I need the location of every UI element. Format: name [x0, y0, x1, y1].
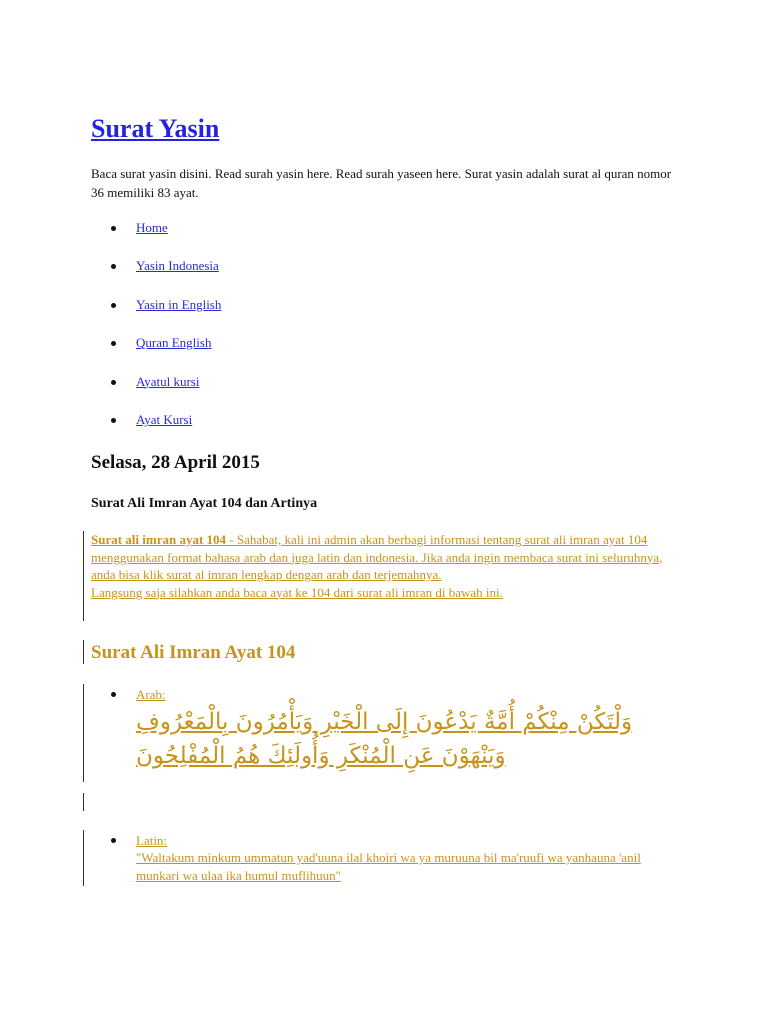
bullet-icon — [111, 303, 116, 308]
bullet-icon — [111, 692, 116, 697]
section-heading: Surat Ali Imran Ayat 104 — [91, 642, 296, 663]
bullet-icon — [111, 341, 116, 346]
intro-text: - Sahabat, kali ini admin akan berbagi informasi tentang surat ali imran ayat 104 menggunakan format bahasa arab dan juga latin dan indonesia. Jika anda ingin membaca surat ini seluruhnya, anda bisa klik surat al imran lengkap dengan arab dan terjemahnya. — [91, 532, 663, 582]
arab-rule — [83, 684, 84, 782]
post-date-header: Selasa, 28 April 2015 — [91, 452, 260, 473]
arabic-verse: وَلْتَكُنْ مِنْكُمْ أُمَّةٌ يَدْعُونَ إِلَى الْخَيْرِ وَيَأْمُرُونَ بِالْمَعْرُوفِ وَيَنْهَوْنَ عَنِ الْمُنْكَرِ وَأُولَئِكَ هُمُ الْمُفْلِحُونَ — [136, 709, 633, 769]
nav-link-ayatul-kursi[interactable]: Ayatul kursi — [136, 373, 200, 389]
arab-label: Arab: — [136, 687, 166, 702]
heading-rule — [83, 640, 84, 664]
bullet-icon — [111, 418, 116, 423]
post-intro — [91, 531, 671, 601]
nav-link-ayat-kursi[interactable]: Ayat Kursi — [136, 411, 193, 427]
nav-link-quran-english[interactable]: Quran English — [136, 335, 212, 351]
blog-description: Baca surat yasin disini. Read surah yasin here. Read surah yaseen here. Surat yasin adalah surat al quran nomor 36 memiliki 83 ayat. — [91, 166, 672, 200]
bullet-icon — [111, 226, 116, 231]
intro-second-text: Langsung saja silahkan anda baca ayat ke 104 dari surat ali imran di bawah ini. — [91, 584, 503, 600]
empty-rule — [83, 793, 84, 811]
latin-rule — [83, 830, 84, 886]
post-title: Surat Ali Imran Ayat 104 dan Artinya — [91, 496, 318, 511]
latin-transliteration: "Waltakum minkum ummatun yad'uuna ilal khoiri wa ya muruuna bil ma'ruufi wa yanhauna 'anil munkari wa ulaa ika humul muflihuun" — [136, 850, 641, 883]
bullet-icon — [111, 380, 116, 385]
bullet-icon — [111, 264, 116, 269]
blog-title — [91, 112, 219, 146]
nav-link-yasin-indonesia[interactable]: Yasin Indonesia — [136, 258, 219, 274]
intro-second-paragraph — [91, 584, 671, 602]
intro-lead-link[interactable]: Surat ali imran ayat 104 — [91, 532, 227, 547]
bullet-icon — [111, 838, 116, 843]
intro-paragraph — [91, 531, 671, 584]
latin-label: Latin: — [136, 833, 168, 848]
blog-title-link[interactable]: Surat Yasin — [91, 114, 220, 143]
nav-link-yasin-english[interactable]: Yasin in English — [136, 296, 222, 312]
quote-rule — [83, 531, 84, 621]
nav-link-home[interactable]: Home — [136, 220, 168, 235]
